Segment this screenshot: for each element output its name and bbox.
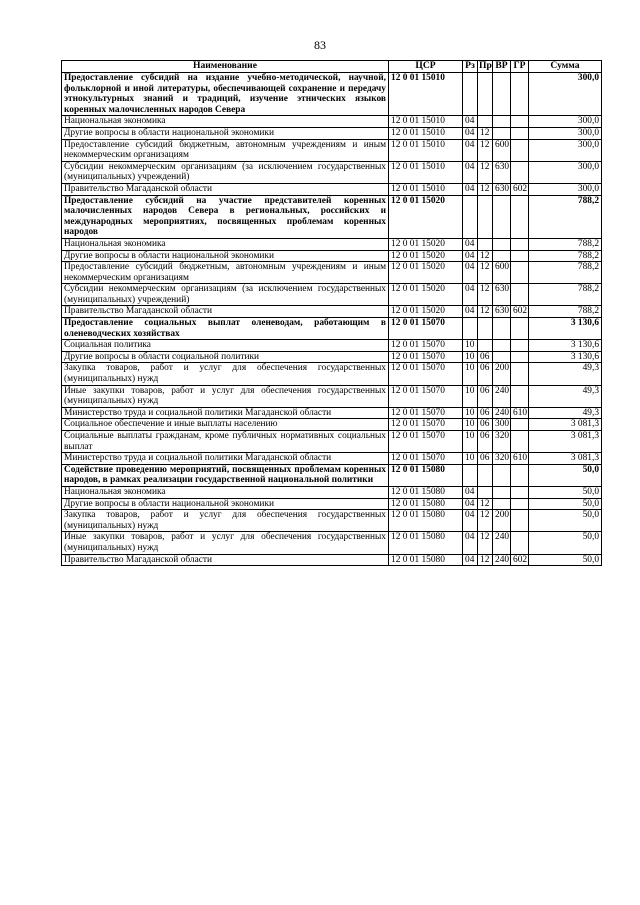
cell-gr	[511, 351, 529, 363]
cell-sum: 3 130,6	[529, 351, 602, 363]
cell-sum: 300,0	[529, 116, 602, 128]
cell-pr	[478, 116, 493, 128]
cell-gr	[511, 73, 529, 116]
cell-vr	[493, 250, 511, 262]
cell-gr: 602	[511, 554, 529, 566]
cell-vr	[493, 486, 511, 498]
cell-rz: 10	[463, 407, 478, 419]
cell-sum: 50,0	[529, 510, 602, 532]
cell-pr: 12	[478, 554, 493, 566]
header-sum: Сумма	[529, 61, 602, 73]
cell-pr: 06	[478, 419, 493, 431]
cell-gr: 610	[511, 407, 529, 419]
cell-name: Национальная экономика	[62, 486, 389, 498]
cell-pr: 12	[478, 498, 493, 510]
cell-name: Министерство труда и социальной политики Магаданской области	[62, 453, 389, 465]
cell-csr: 12 0 01 15080	[389, 554, 463, 566]
cell-vr: 300	[493, 419, 511, 431]
cell-rz: 10	[463, 431, 478, 453]
cell-gr	[511, 127, 529, 139]
cell-rz	[463, 318, 478, 340]
cell-gr	[511, 363, 529, 385]
cell-rz	[463, 195, 478, 238]
cell-rz: 04	[463, 139, 478, 161]
cell-rz: 04	[463, 183, 478, 195]
table-row	[62, 453, 602, 465]
table-row	[62, 318, 602, 340]
cell-rz: 04	[463, 161, 478, 183]
cell-rz: 04	[463, 238, 478, 250]
cell-pr	[478, 318, 493, 340]
cell-gr	[511, 498, 529, 510]
table-row	[62, 306, 602, 318]
cell-rz: 04	[463, 250, 478, 262]
table-row	[62, 351, 602, 363]
header-gr: ГР	[511, 61, 529, 73]
cell-csr: 12 0 01 15070	[389, 385, 463, 407]
cell-csr: 12 0 01 15080	[389, 486, 463, 498]
cell-name: Предоставление субсидий на издание учебно-методической, научной, фольклорной и иной литературы, обеспечивающей сохранение и передачу этнокультурных знаний и традиций, изучение этнических языков коренных малочисленных народов Севера	[62, 73, 389, 116]
table-row	[62, 431, 602, 453]
cell-pr: 12	[478, 183, 493, 195]
cell-gr	[511, 340, 529, 352]
page-number: 83	[314, 38, 326, 52]
cell-pr: 06	[478, 351, 493, 363]
cell-pr: 12	[478, 306, 493, 318]
cell-csr: 12 0 01 15010	[389, 183, 463, 195]
cell-sum: 50,0	[529, 486, 602, 498]
table-row	[62, 385, 602, 407]
cell-vr	[493, 464, 511, 486]
cell-sum: 3 081,3	[529, 431, 602, 453]
cell-rz	[463, 464, 478, 486]
cell-name: Правительство Магаданской области	[62, 554, 389, 566]
table-row	[62, 238, 602, 250]
header-rz: Рз	[463, 61, 478, 73]
cell-sum: 788,2	[529, 195, 602, 238]
table-row	[62, 510, 602, 532]
cell-gr	[511, 238, 529, 250]
cell-sum: 300,0	[529, 127, 602, 139]
cell-csr: 12 0 01 15070	[389, 340, 463, 352]
cell-pr: 06	[478, 407, 493, 419]
cell-sum: 50,0	[529, 554, 602, 566]
cell-vr	[493, 238, 511, 250]
cell-vr	[493, 116, 511, 128]
cell-sum: 3 081,3	[529, 419, 602, 431]
cell-csr: 12 0 01 15070	[389, 407, 463, 419]
cell-pr: 06	[478, 363, 493, 385]
cell-pr	[478, 340, 493, 352]
cell-name: Социальное обеспечение и иные выплаты населению	[62, 419, 389, 431]
cell-csr: 12 0 01 15020	[389, 262, 463, 284]
cell-sum: 788,2	[529, 306, 602, 318]
cell-rz: 04	[463, 262, 478, 284]
cell-pr: 12	[478, 161, 493, 183]
cell-gr	[511, 195, 529, 238]
cell-rz: 04	[463, 532, 478, 554]
cell-csr: 12 0 01 15070	[389, 453, 463, 465]
table-row	[62, 116, 602, 128]
table-row	[62, 284, 602, 306]
cell-sum: 300,0	[529, 139, 602, 161]
table-row	[62, 161, 602, 183]
cell-vr: 240	[493, 385, 511, 407]
cell-sum: 49,3	[529, 407, 602, 419]
header-pr: Пр	[479, 60, 492, 71]
cell-csr: 12 0 01 15010	[389, 127, 463, 139]
cell-pr: 12	[478, 139, 493, 161]
table-row	[62, 250, 602, 262]
table-row	[62, 340, 602, 352]
cell-name: Другие вопросы в области национальной экономики	[62, 498, 389, 510]
budget-table	[61, 60, 602, 566]
cell-sum: 3 081,3	[529, 453, 602, 465]
cell-pr: 06	[478, 385, 493, 407]
cell-name: Другие вопросы в области национальной экономики	[62, 127, 389, 139]
cell-name: Министерство труда и социальной политики Магаданской области	[62, 407, 389, 419]
cell-vr	[493, 498, 511, 510]
cell-gr	[511, 385, 529, 407]
table-row	[62, 183, 602, 195]
cell-rz: 04	[463, 510, 478, 532]
cell-rz: 10	[463, 363, 478, 385]
cell-sum: 3 130,6	[529, 340, 602, 352]
cell-sum: 300,0	[529, 161, 602, 183]
table-row	[62, 554, 602, 566]
cell-pr	[478, 486, 493, 498]
cell-name: Предоставление субсидий на участие представителей коренных малочисленных народов Севера в региональных, российских и международных мероприятиях, посвященных проблемам коренных народов	[62, 195, 389, 238]
cell-rz: 04	[463, 498, 478, 510]
cell-gr: 602	[511, 183, 529, 195]
cell-sum: 300,0	[529, 183, 602, 195]
cell-rz: 04	[463, 486, 478, 498]
cell-csr: 12 0 01 15070	[389, 363, 463, 385]
cell-vr: 200	[493, 363, 511, 385]
cell-sum: 300,0	[529, 73, 602, 116]
cell-csr: 12 0 01 15080	[389, 510, 463, 532]
table-row	[62, 73, 602, 116]
cell-vr	[493, 340, 511, 352]
cell-gr	[511, 139, 529, 161]
cell-name: Предоставление субсидий бюджетным, автономным учреждениям и иным некоммерческим организациям	[62, 139, 389, 161]
table-body	[62, 73, 602, 566]
table-row	[62, 363, 602, 385]
cell-vr: 630	[493, 284, 511, 306]
cell-gr	[511, 284, 529, 306]
cell-vr	[493, 318, 511, 340]
cell-vr: 600	[493, 262, 511, 284]
cell-csr: 12 0 01 15080	[389, 464, 463, 486]
cell-name: Другие вопросы в области социальной политики	[62, 351, 389, 363]
cell-name: Иные закупки товаров, работ и услуг для обеспечения государственных (муниципальных) нужд	[62, 532, 389, 554]
cell-rz: 10	[463, 385, 478, 407]
table-header-row	[62, 61, 602, 73]
cell-pr: 12	[478, 262, 493, 284]
cell-csr: 12 0 01 15080	[389, 498, 463, 510]
cell-vr	[493, 127, 511, 139]
cell-name: Субсидии некоммерческим организациям (за исключением государственных (муниципальных) учреждений)	[62, 284, 389, 306]
cell-name: Содействие проведению мероприятий, посвященных проблемам коренных народов, в рамках реализации государственной национальной политики	[62, 464, 389, 486]
cell-name: Другие вопросы в области национальной экономики	[62, 250, 389, 262]
cell-csr: 12 0 01 15020	[389, 195, 463, 238]
cell-sum: 788,2	[529, 250, 602, 262]
cell-name: Субсидии некоммерческим организациям (за исключением государственных (муниципальных) учреждений)	[62, 161, 389, 183]
cell-gr: 610	[511, 453, 529, 465]
cell-gr	[511, 250, 529, 262]
cell-csr: 12 0 01 15070	[389, 419, 463, 431]
cell-pr: 06	[478, 453, 493, 465]
cell-rz: 04	[463, 306, 478, 318]
cell-csr: 12 0 01 15010	[389, 161, 463, 183]
cell-sum: 50,0	[529, 498, 602, 510]
cell-name: Правительство Магаданской области	[62, 183, 389, 195]
cell-name: Предоставление социальных выплат оленеводам, работающим в оленеводческих хозяйствах	[62, 318, 389, 340]
cell-pr: 12	[478, 250, 493, 262]
cell-csr: 12 0 01 15020	[389, 238, 463, 250]
cell-csr: 12 0 01 15010	[389, 73, 463, 116]
cell-csr: 12 0 01 15010	[389, 139, 463, 161]
cell-sum: 50,0	[529, 464, 602, 486]
cell-sum: 49,3	[529, 363, 602, 385]
cell-csr: 12 0 01 15080	[389, 532, 463, 554]
cell-vr: 240	[493, 554, 511, 566]
cell-sum: 49,3	[529, 385, 602, 407]
cell-csr: 12 0 01 15070	[389, 431, 463, 453]
cell-rz	[463, 73, 478, 116]
cell-name: Национальная экономика	[62, 116, 389, 128]
cell-gr	[511, 262, 529, 284]
cell-pr	[478, 73, 493, 116]
cell-name: Иные закупки товаров, работ и услуг для обеспечения государственных (муниципальных) нужд	[62, 385, 389, 407]
table-row	[62, 464, 602, 486]
cell-name: Закупка товаров, работ и услуг для обеспечения государственных (муниципальных) нужд	[62, 363, 389, 385]
cell-rz: 10	[463, 340, 478, 352]
cell-gr	[511, 116, 529, 128]
cell-pr: 12	[478, 510, 493, 532]
cell-pr: 06	[478, 431, 493, 453]
cell-vr: 320	[493, 453, 511, 465]
cell-name: Социальная политика	[62, 340, 389, 352]
cell-csr: 12 0 01 15070	[389, 351, 463, 363]
cell-vr: 630	[493, 161, 511, 183]
table-row	[62, 498, 602, 510]
cell-name: Закупка товаров, работ и услуг для обеспечения государственных (муниципальных) нужд	[62, 510, 389, 532]
cell-rz: 04	[463, 116, 478, 128]
table-row	[62, 262, 602, 284]
cell-rz: 10	[463, 351, 478, 363]
cell-vr: 600	[493, 139, 511, 161]
cell-name: Социальные выплаты гражданам, кроме публичных нормативных социальных выплат	[62, 431, 389, 453]
header-vr: ВР	[493, 61, 511, 73]
cell-csr: 12 0 01 15010	[389, 116, 463, 128]
cell-vr	[493, 195, 511, 238]
header-csr: ЦСР	[389, 61, 463, 73]
cell-gr	[511, 419, 529, 431]
cell-rz: 10	[463, 453, 478, 465]
cell-pr	[478, 195, 493, 238]
cell-sum: 788,2	[529, 284, 602, 306]
cell-sum: 788,2	[529, 238, 602, 250]
cell-vr: 200	[493, 510, 511, 532]
cell-rz: 04	[463, 554, 478, 566]
cell-gr	[511, 532, 529, 554]
cell-csr: 12 0 01 15020	[389, 306, 463, 318]
table-row	[62, 532, 602, 554]
cell-vr: 240	[493, 532, 511, 554]
cell-pr: 12	[478, 127, 493, 139]
cell-gr	[511, 486, 529, 498]
header-name: Наименование	[62, 61, 389, 73]
cell-sum: 3 130,6	[529, 318, 602, 340]
cell-name: Правительство Магаданской области	[62, 306, 389, 318]
cell-gr	[511, 431, 529, 453]
cell-name: Национальная экономика	[62, 238, 389, 250]
cell-vr: 320	[493, 431, 511, 453]
cell-pr: 12	[478, 284, 493, 306]
cell-gr: 602	[511, 306, 529, 318]
cell-pr: 12	[478, 532, 493, 554]
cell-gr	[511, 510, 529, 532]
cell-sum: 50,0	[529, 532, 602, 554]
cell-rz: 10	[463, 419, 478, 431]
cell-pr	[478, 238, 493, 250]
cell-csr: 12 0 01 15070	[389, 318, 463, 340]
table-row	[62, 419, 602, 431]
cell-csr: 12 0 01 15020	[389, 284, 463, 306]
cell-pr	[478, 464, 493, 486]
cell-sum: 788,2	[529, 262, 602, 284]
cell-vr: 630	[493, 306, 511, 318]
cell-vr: 240	[493, 407, 511, 419]
cell-vr: 630	[493, 183, 511, 195]
cell-gr	[511, 161, 529, 183]
cell-name: Предоставление субсидий бюджетным, автономным учреждениям и иным некоммерческим организациям	[62, 262, 389, 284]
cell-gr	[511, 464, 529, 486]
cell-csr: 12 0 01 15020	[389, 250, 463, 262]
table-row	[62, 127, 602, 139]
table-row	[62, 195, 602, 238]
cell-vr	[493, 351, 511, 363]
cell-rz: 04	[463, 127, 478, 139]
table-row	[62, 139, 602, 161]
table-row	[62, 407, 602, 419]
table-row	[62, 486, 602, 498]
cell-vr	[493, 73, 511, 116]
cell-rz: 04	[463, 284, 478, 306]
cell-gr	[511, 318, 529, 340]
